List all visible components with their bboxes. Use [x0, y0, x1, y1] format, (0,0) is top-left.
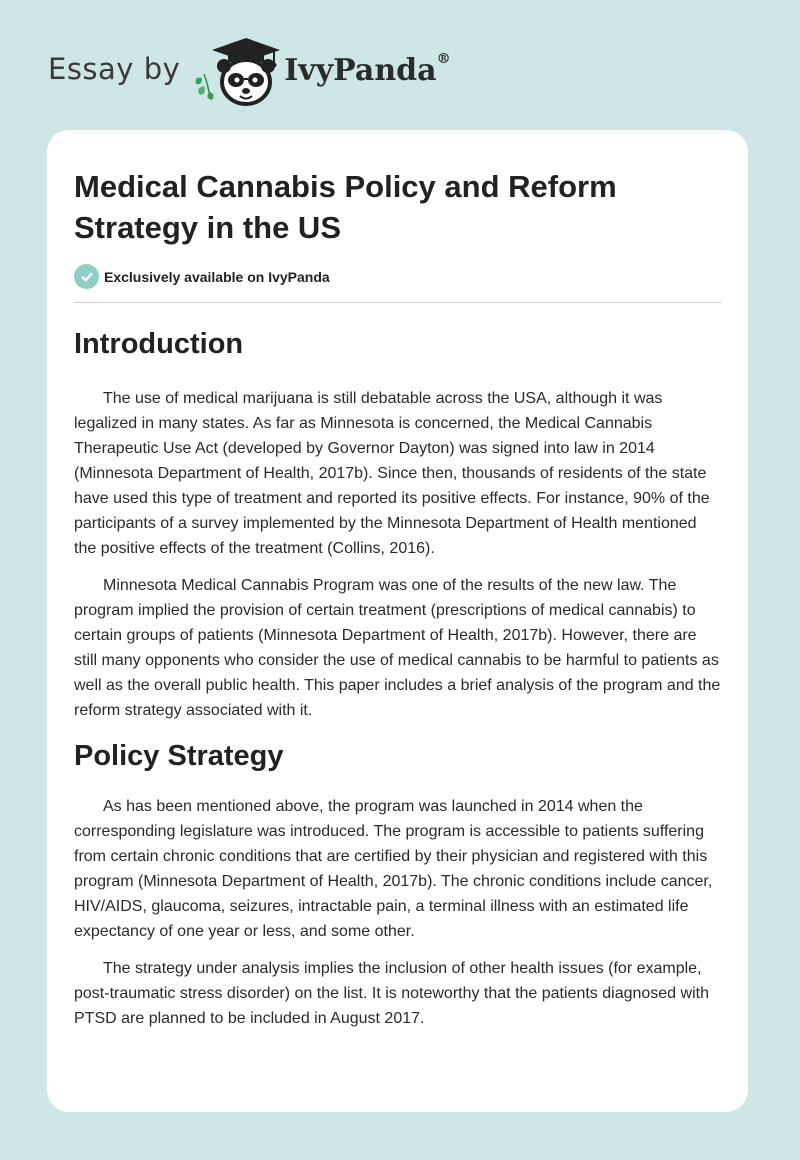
paragraph: As has been mentioned above, the program was launched in 2014 when the corresponding legislature was introduced. The program is accessible to patients suffering from certain chronic conditions that are certified by their physician and registered with this program (Minnesota Department of Health, 2017b). The chronic conditions include cancer, HIV/AIDS, glaucoma, seizures, intractable pain, a terminal illness with an estimated life expectancy of one year or less, and some other.	[74, 798, 713, 940]
section-heading-introduction: Introduction	[74, 328, 244, 360]
essay-by-label: Essay by	[48, 52, 181, 86]
panda-logo-icon[interactable]	[190, 34, 282, 110]
divider	[74, 302, 721, 303]
paragraph: The strategy under analysis implies the inclusion of other health issues (for example, post-traumatic stress disorder) on the list. It is noteworthy that the patients diagnosed with PTSD are planned to be included in August 2017.	[74, 960, 709, 1027]
essay-card	[47, 130, 748, 1112]
paragraph: The use of medical marijuana is still debatable across the USA, although it was legalized in many states. As far as Minnesota is concerned, the Medical Cannabis Therapeutic Use Act (developed by Governor Dayton) was signed into law in 2014 (Minnesota Department of Health, 2017b). Since then, thousands of residents of the state have used this type of treatment and reported its positive effects. For instance, 90% of the participants of a survey implemented by the Minnesota Department of Health mentioned the positive effects of the treatment (Collins, 2016).	[74, 390, 710, 557]
exclusive-badge-label: Exclusively available on IvyPanda	[104, 268, 330, 285]
exclusive-badge	[74, 264, 721, 289]
checkmark-icon	[74, 264, 99, 289]
brand-logo-text[interactable]: IvyPanda®	[284, 50, 451, 88]
section-heading-policy-strategy: Policy Strategy	[74, 740, 284, 772]
page-title: Medical Cannabis Policy and Reform Strategy in the US	[74, 169, 617, 245]
site-header	[48, 34, 451, 110]
paragraph: Minnesota Medical Cannabis Program was one of the results of the new law. The program implied the provision of certain treatment (prescriptions of medical cannabis) to certain groups of patients (Minnesota Department of Health, 2017b). However, there are still many opponents who consider the use of medical cannabis to be harmful to patients as well as the overall public health. This paper includes a brief analysis of the program and the reform strategy associated with it.	[74, 577, 721, 719]
